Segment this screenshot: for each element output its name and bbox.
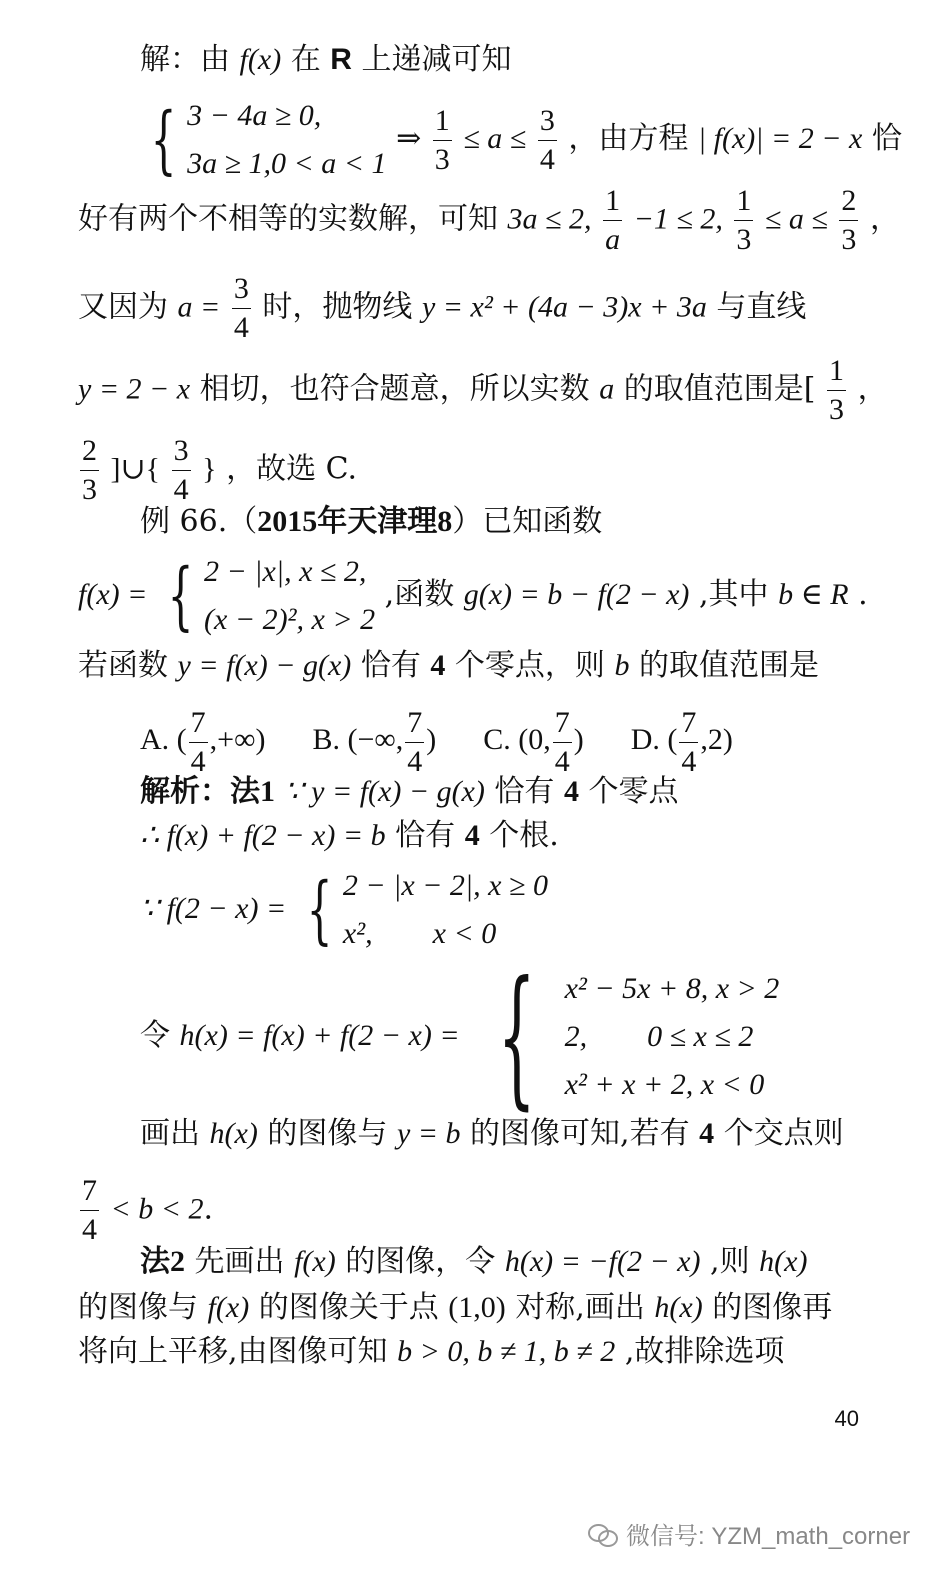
system: 2 − |x − 2|, x ≥ 0 x², x < 0	[342, 869, 548, 950]
answer-options	[140, 708, 733, 777]
fraction: $\frac{7}{4}$	[82, 1174, 97, 1246]
option-d: D. ( $\frac{7}{4}$ ,2)	[630, 706, 733, 778]
option-c: C. (0, $\frac{7}{4}$ )	[483, 706, 584, 778]
line-1: 解：由 f(x) 在 R 上递减可知	[140, 42, 512, 77]
left-brace: {	[150, 97, 177, 183]
watermark-text: 微信号: YZM_math_corner	[626, 1523, 911, 1550]
line-17: 法2 先画出 f(x) 的图像，令 h(x) = −f(2 − x) ,则 h(x)	[140, 1244, 808, 1279]
wechat-icon	[588, 1522, 618, 1546]
left-brace: {	[497, 950, 536, 1124]
fraction: $\frac{3}{4}$	[173, 434, 189, 506]
line-18: 的图像与 f(x) 的图像关于点 (1,0) 对称,画出 h(x) 的图像再	[78, 1290, 833, 1325]
option-a: A. ( $\frac{7}{4}$ ,+∞)	[140, 706, 266, 778]
line-14: 令 h(x) = f(x) + f(2 − x) = { x² − 5x + 8, x > 2 2, 0 ≤ x ≤ 2 x² + x + 2, x < 0	[140, 950, 780, 1124]
fraction: $\frac{2}{3}$	[82, 434, 97, 506]
left-brace: {	[306, 867, 333, 953]
fraction: $\frac{3}{4}$	[539, 103, 555, 176]
line-7-example-heading: 例 66.（2015年天津理8）已知函数	[140, 504, 603, 539]
line-8: f(x) = { 2 − |x|, x ≤ 2, (x − 2)², x > 2 ,函数 g(x) = b − f(2 − x) ,其中 b ∈ R .	[78, 548, 868, 644]
fraction: $\frac{1}{3}$	[434, 103, 450, 176]
system: 3 − 4a ≥ 0, 3a ≥ 1,0 < a < 1	[187, 99, 387, 180]
line-3: 好有两个不相等的实数解，可知 3a ≤ 2, $\frac{1}{a}$ −1 ≤ 2, $\frac{1}{3}$ ≤ a ≤ $\frac{2}{3}$ ，	[78, 184, 900, 256]
line-4: 又因为 a = $\frac{3}{4}$ 时，抛物线 y = x² + (4a − 3)x + 3a 与直线	[78, 272, 807, 344]
page-number: 40	[834, 1406, 859, 1431]
line-13: ∵ f(2 − x) = { 2 − |x − 2|, x ≥ 0 x², x < 0	[140, 862, 548, 958]
line-19: 将向上平移,由图像可知 b > 0, b ≠ 1, b ≠ 2 ,故排除选项	[78, 1334, 785, 1369]
fraction: $\frac{1}{3}$	[829, 354, 845, 426]
fraction: $\frac{1}{a}$	[605, 184, 621, 256]
left-brace: {	[167, 553, 194, 639]
fraction: $\frac{3}{4}$	[233, 272, 249, 344]
line-16: $\frac{7}{4}$ < b < 2.	[82, 1174, 214, 1246]
line-12: ∴ f(x) + f(2 − x) = b 恰有 4 个根.	[140, 818, 559, 853]
fraction: $\frac{2}{3}$	[841, 184, 857, 256]
line-9: 若函数 y = f(x) − g(x) 恰有 4 个零点，则 b 的取值范围是	[78, 648, 820, 683]
system: x² − 5x + 8, x > 2 2, 0 ≤ x ≤ 2 x² + x + 2, x < 0	[564, 972, 780, 1101]
line-5: y = 2 − x 相切，也符合题意，所以实数 a 的取值范围是[ $\frac{1}{3}$ ，	[78, 354, 888, 426]
system: 2 − |x|, x ≤ 2, (x − 2)², x > 2	[204, 555, 376, 636]
fraction: $\frac{1}{3}$	[736, 184, 752, 256]
watermark	[588, 1516, 910, 1551]
line-11: 解析：法1 ∵ y = f(x) − g(x) 恰有 4 个零点	[140, 774, 679, 809]
line-2: { 3 − 4a ≥ 0, 3a ≥ 1,0 < a < 1 ⇒ $\frac{1}{3}$ ≤ a ≤ $\frac{3}{4}$ ，由方程 | f(x)| = 2 − x 恰	[140, 92, 902, 188]
line-6: $\frac{2}{3}$ ]∪{ $\frac{3}{4}$ } ，故选 C.	[82, 434, 358, 506]
option-b: B. (−∞, $\frac{7}{4}$ )	[312, 706, 437, 778]
line-15: 画出 h(x) 的图像与 y = b 的图像可知,若有 4 个交点则	[140, 1116, 844, 1151]
